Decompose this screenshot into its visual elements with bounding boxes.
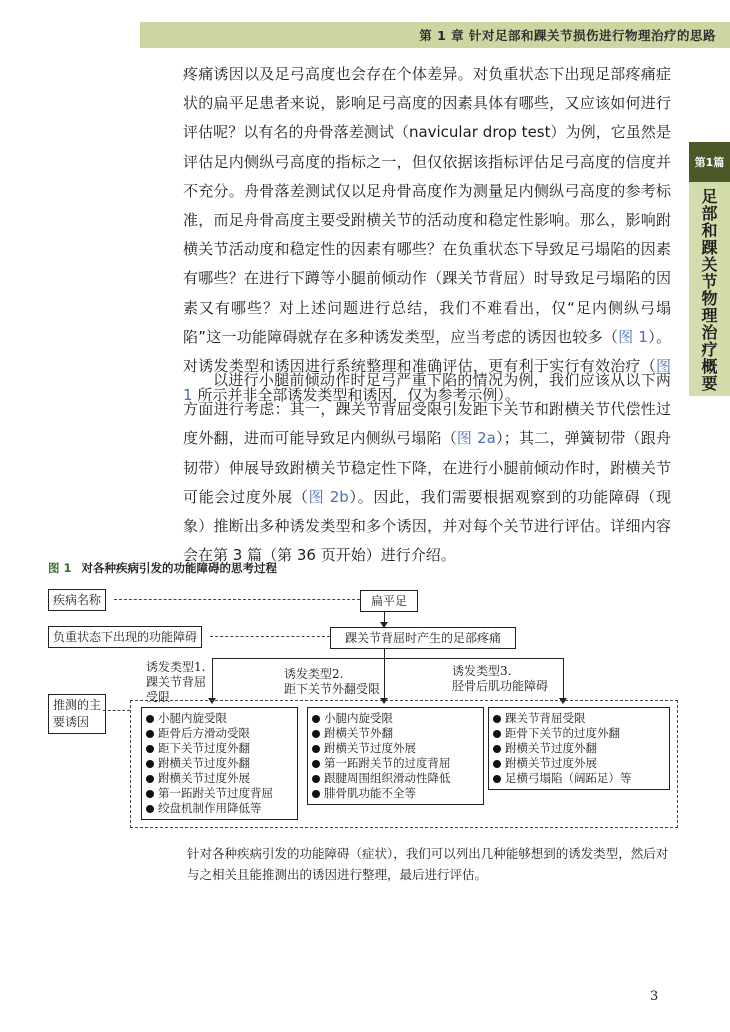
cause-text: 跗横关节过度外展 <box>324 741 416 755</box>
cause-item <box>312 771 479 786</box>
chapter-title: 第 1 章 针对足部和踝关节损伤进行物理治疗的思路 <box>419 28 716 43</box>
type-1-label <box>146 660 206 705</box>
bullet-icon <box>493 760 501 768</box>
paragraph-2 <box>183 366 671 570</box>
cause-text: 跗横关节过度外展 <box>505 756 597 770</box>
paragraph-text: 疼痛诱因以及足弓高度也会存在个体差异。对负重状态下出现足部疼痛症状的扁平足患者来说，影响足弓高度的因素具体有哪些，又应该如何进行评估呢？以有名的舟骨落差测试（navicular drop test）为例，它虽然是评估足内侧纵弓高度的指标之一，但仅依据该指标评估足弓高度的信度并不充分。舟骨落差测试仅以足舟骨高度作为测量足内侧纵弓高度的参考标准，而足舟骨高度主要受跗横关节的活动度和稳定性影响。那么，影响跗横关节活动度和稳定性的因素有哪些？在负重状态下导致足弓塌陷的因素有哪些？在进行下蹲等小腿前倾动作（踝关节背屈）时导致足弓塌陷的因素又有哪些？对上述问题进行总结，我们不难看出，仅“足内侧纵弓塌陷”这一功能障碍就存在多种诱发类型，应当考虑的诱因也较多（ <box>183 65 671 346</box>
connector-line <box>212 658 563 659</box>
paragraph-text: 以进行小腿前倾动作时足弓严重下陷的情况为例，我们应该从以下两方面进行考虑：其一，踝关节背屈受限引发距下关节和跗横关节代偿性过度外翻，进而可能导致足内侧纵弓塌陷（ <box>183 371 671 448</box>
cause-text: 跗横关节外翻 <box>324 726 393 740</box>
type-label-line: 胫骨后肌功能障碍 <box>452 679 549 693</box>
cause-box-1 <box>141 707 298 820</box>
bullet-icon <box>146 760 154 768</box>
connector-line <box>212 658 213 700</box>
type-label-line: 诱发类型2. <box>284 667 344 681</box>
paragraph-text: ）；其二，弹簧韧带（跟舟韧带）伸展导致跗横关节稳定性下降，在进行小腿前倾动作时，跗横关节可能会过度外展（ <box>183 429 671 506</box>
cause-text: 足横弓塌陷（阔跖足）等 <box>505 771 632 785</box>
type-3-label <box>452 664 548 694</box>
cause-item <box>312 756 479 771</box>
cause-item <box>493 756 665 771</box>
bullet-icon <box>312 715 320 723</box>
type-label-line: 受限 <box>146 690 171 704</box>
bullet-icon <box>146 745 154 753</box>
cause-text: 距骨后方滑动受限 <box>158 726 250 740</box>
connector-line <box>384 648 385 658</box>
cause-text: 跟腱周围组织滑动性降低 <box>324 771 451 785</box>
bullet-icon <box>493 775 501 783</box>
cause-item <box>146 741 293 756</box>
cause-item <box>146 771 293 786</box>
cause-label-line: 推测的主 <box>53 698 102 712</box>
figure-ref-link[interactable]: 图 2b <box>308 487 349 506</box>
disease-label: 疾病名称 <box>48 589 106 611</box>
cause-text: 第一跖跗关节的过度背屈 <box>324 756 451 770</box>
paragraph-text: 所示并非全部诱发类型和诱因，仅为参考示例）。 <box>192 386 520 405</box>
paragraph-text: ）。因此，我们需要根据观察到的功能障碍（现象）推断出多种诱发类型和多个诱因，并对每个关节进行评估。详细内容会在第 3 篇（第 36 页开始）进行介绍。 <box>183 487 671 565</box>
dysfunction-label: 负重状态下出现的功能障碍 <box>48 626 202 648</box>
bullet-icon <box>312 775 320 783</box>
bullet-icon <box>493 730 501 738</box>
bullet-icon <box>146 790 154 798</box>
cause-item <box>493 711 665 726</box>
cause-box-2 <box>307 707 484 805</box>
cause-item <box>312 741 479 756</box>
cause-item <box>493 771 665 786</box>
cause-text: 腓骨肌功能不全等 <box>324 786 416 800</box>
cause-text: 跗横关节过度外翻 <box>158 756 250 770</box>
bullet-icon <box>312 730 320 738</box>
figure-title: 对各种疾病引发的功能障碍的思考过程 <box>81 561 278 575</box>
cause-item <box>146 786 293 801</box>
cause-item <box>493 741 665 756</box>
cause-text: 距下关节过度外翻 <box>158 741 250 755</box>
bullet-icon <box>312 790 320 798</box>
dashed-connector <box>103 710 130 711</box>
bullet-icon <box>493 745 501 753</box>
cause-text: 第一跖跗关节过度背屈 <box>158 786 273 800</box>
cause-item <box>312 786 479 801</box>
cause-text: 跗横关节过度外翻 <box>505 741 597 755</box>
cause-label <box>48 694 106 734</box>
cause-label-line: 要诱因 <box>53 715 90 729</box>
cause-item <box>146 726 293 741</box>
paragraph-text: ）。对诱发类型和诱因进行系统整理和准确评估，更有利于实行有效治疗（ <box>183 327 671 376</box>
figure-ref-link[interactable]: 图 1 <box>183 357 671 405</box>
page-number: 3 <box>650 989 659 1004</box>
bullet-icon <box>146 715 154 723</box>
part-title: 足部和踝关节物理治疗概要 <box>699 188 718 392</box>
type-2-label <box>284 667 380 697</box>
cause-item <box>146 711 293 726</box>
part-tab: 第1篇 <box>689 142 730 182</box>
bullet-icon <box>312 745 320 753</box>
figure-note: 针对各种疾病引发的功能障碍（症状），我们可以列出几种能够想到的诱发类型，然后对与之相关且能推测出的诱因进行整理，最后进行评估。 <box>187 846 669 882</box>
bullet-icon <box>146 805 154 813</box>
cause-text: 小腿内旋受限 <box>158 711 227 725</box>
chapter-header-bar <box>140 22 730 48</box>
figure-number: 图 1 <box>48 561 72 575</box>
dashed-connector <box>210 636 330 637</box>
part-title-tab <box>689 182 730 396</box>
connector-line <box>563 658 564 700</box>
cause-item <box>146 756 293 771</box>
type-label-line: 距下关节外翻受限 <box>284 682 381 696</box>
cause-text: 踝关节背屈受限 <box>505 711 586 725</box>
dashed-connector <box>114 599 360 600</box>
type-label-line: 踝关节背屈 <box>146 675 207 689</box>
cause-text: 距骨下关节的过度外翻 <box>505 726 620 740</box>
cause-text: 小腿内旋受限 <box>324 711 393 725</box>
cause-item <box>312 711 479 726</box>
paragraph-1 <box>183 60 671 410</box>
cause-item <box>493 726 665 741</box>
connector-line <box>384 658 385 700</box>
figure-caption <box>48 560 277 576</box>
figure-ref-link[interactable]: 图 2a <box>456 429 496 448</box>
bullet-icon <box>146 775 154 783</box>
type-label-line: 诱发类型3. <box>452 664 512 678</box>
bullet-icon <box>146 730 154 738</box>
disease-node: 扁平足 <box>360 590 418 612</box>
cause-box-3 <box>488 707 670 790</box>
figure-ref-link[interactable]: 图 1 <box>618 327 648 346</box>
dysfunction-node: 踝关节背屈时产生的足部疼痛 <box>330 627 516 649</box>
bullet-icon <box>312 760 320 768</box>
bullet-icon <box>493 715 501 723</box>
cause-item <box>146 801 293 816</box>
cause-item <box>312 726 479 741</box>
cause-text: 跗横关节过度外展 <box>158 771 250 785</box>
cause-text: 绞盘机制作用降低等 <box>158 801 262 815</box>
type-label-line: 诱发类型1. <box>146 660 206 674</box>
